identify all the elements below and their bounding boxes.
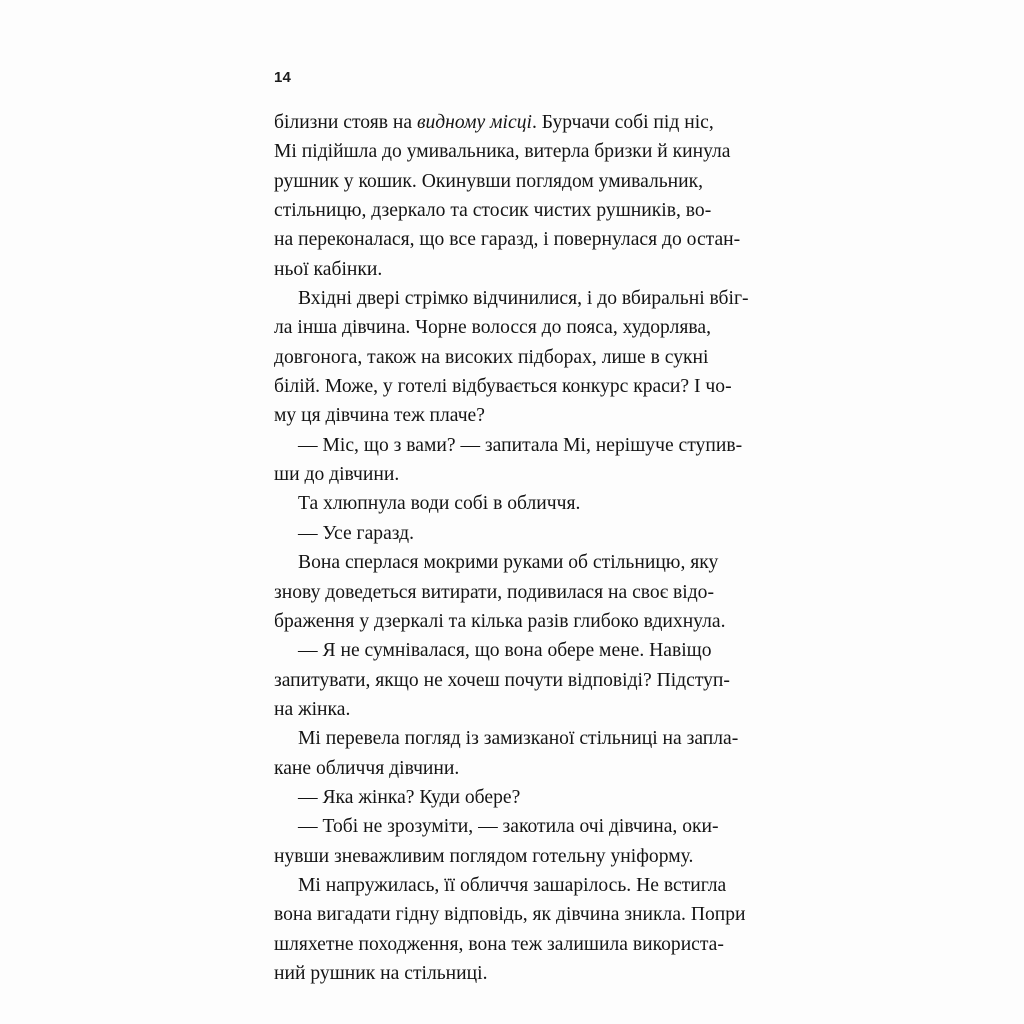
page-number: 14 <box>274 69 292 86</box>
text-line <box>274 636 764 665</box>
paragraph <box>274 284 764 431</box>
text-line <box>274 460 764 489</box>
text-run: браження у дзеркалі та кілька разів глибоко вдихнула. <box>274 610 726 632</box>
text-line <box>274 900 764 929</box>
paragraph <box>274 812 764 871</box>
text-run: Вона сперлася мокрими руками об стільницю, яку <box>298 552 719 574</box>
text-line <box>274 489 764 518</box>
text-line <box>274 930 764 959</box>
text-line <box>274 959 764 988</box>
text-line <box>274 108 764 137</box>
text-run: на переконалася, що все гаразд, і повернулася до остан- <box>274 229 741 251</box>
text-run: довгонога, також на високих підборах, лише в сукні <box>274 346 709 368</box>
text-run: Мі перевела погляд із замизканої стільниці на запла- <box>298 728 739 750</box>
text-line <box>274 842 764 871</box>
paragraph <box>274 724 764 783</box>
paragraph <box>274 871 764 988</box>
text-run: білизни стояв на <box>274 112 417 133</box>
text-run: Та хлюпнула води собі в обличчя. <box>298 493 581 515</box>
paragraph <box>274 108 764 284</box>
text-run: рушник у кошик. Окинувши поглядом умивальник, <box>274 170 704 192</box>
paragraph <box>274 519 764 548</box>
text-line <box>274 578 764 607</box>
text-run: знову доведеться витирати, подивилася на своє відо- <box>274 581 715 603</box>
text-run: вона вигадати гідну відповідь, як дівчина зникла. Попри <box>274 904 746 926</box>
text-run: стільницю, дзеркало та стосик чистих рушників, во- <box>274 200 712 222</box>
text-run: білій. Може, у готелі відбувається конкурс краси? І чо- <box>274 376 732 398</box>
text-run: запитувати, якщо не хочеш почути відповіді? Підступ- <box>274 669 730 691</box>
text-line <box>274 548 764 577</box>
text-line <box>274 372 764 401</box>
text-line <box>274 754 764 783</box>
paragraph <box>274 548 764 636</box>
text-run: кане обличчя дівчини. <box>274 757 460 779</box>
text-line <box>274 255 764 284</box>
text-line <box>274 783 764 812</box>
body-text-column <box>274 108 764 988</box>
text-line <box>274 284 764 313</box>
paragraph <box>274 783 764 812</box>
text-line <box>274 343 764 372</box>
text-line <box>274 519 764 548</box>
text-line <box>274 607 764 636</box>
text-run: нувши зневажливим поглядом готельну уніформу. <box>274 845 694 867</box>
text-run: шляхетне походження, вона теж залишила використа- <box>274 933 724 955</box>
paragraph <box>274 489 764 518</box>
text-line <box>274 695 764 724</box>
text-run: . Бурчачи собі під ніс, <box>531 112 714 133</box>
text-line <box>274 196 764 225</box>
paragraph <box>274 431 764 490</box>
paragraph <box>274 636 764 724</box>
text-run: ши до дівчини. <box>274 464 400 486</box>
text-run: ла інша дівчина. Чорне волосся до пояса, худорлява, <box>274 317 711 339</box>
text-run: Мі підійшла до умивальника, витерла бризки й кинула <box>274 141 731 163</box>
text-line <box>274 167 764 196</box>
text-line <box>274 313 764 342</box>
italic-text-run: видному місці <box>416 112 532 133</box>
text-run: — Тобі не зрозуміти, — закотила очі дівчина, оки- <box>298 816 719 838</box>
text-line <box>274 724 764 753</box>
text-run: — Яка жінка? Куди обере? <box>298 786 521 808</box>
text-line <box>274 666 764 695</box>
text-line <box>274 871 764 900</box>
text-line <box>274 225 764 254</box>
text-line <box>274 137 764 166</box>
text-run: — Я не сумнівалася, що вона обере мене. Навіщо <box>298 640 712 662</box>
text-run: — Усе гаразд. <box>298 522 415 544</box>
text-run: Мі напружилась, її обличчя зашарілось. Не встигла <box>298 874 727 896</box>
text-line <box>274 401 764 430</box>
text-run: ний рушник на стільниці. <box>274 962 488 984</box>
text-run: — Міс, що з вами? — запитала Мі, нерішуче ступив- <box>298 434 743 456</box>
text-run: му ця дівчина теж плаче? <box>274 405 485 427</box>
text-line <box>274 431 764 460</box>
text-run: Вхідні двері стрімко відчинилися, і до вбиральні вбіг- <box>298 288 749 310</box>
text-run: ньої кабінки. <box>274 258 383 280</box>
text-line <box>274 812 764 841</box>
text-run: на жінка. <box>274 698 351 720</box>
